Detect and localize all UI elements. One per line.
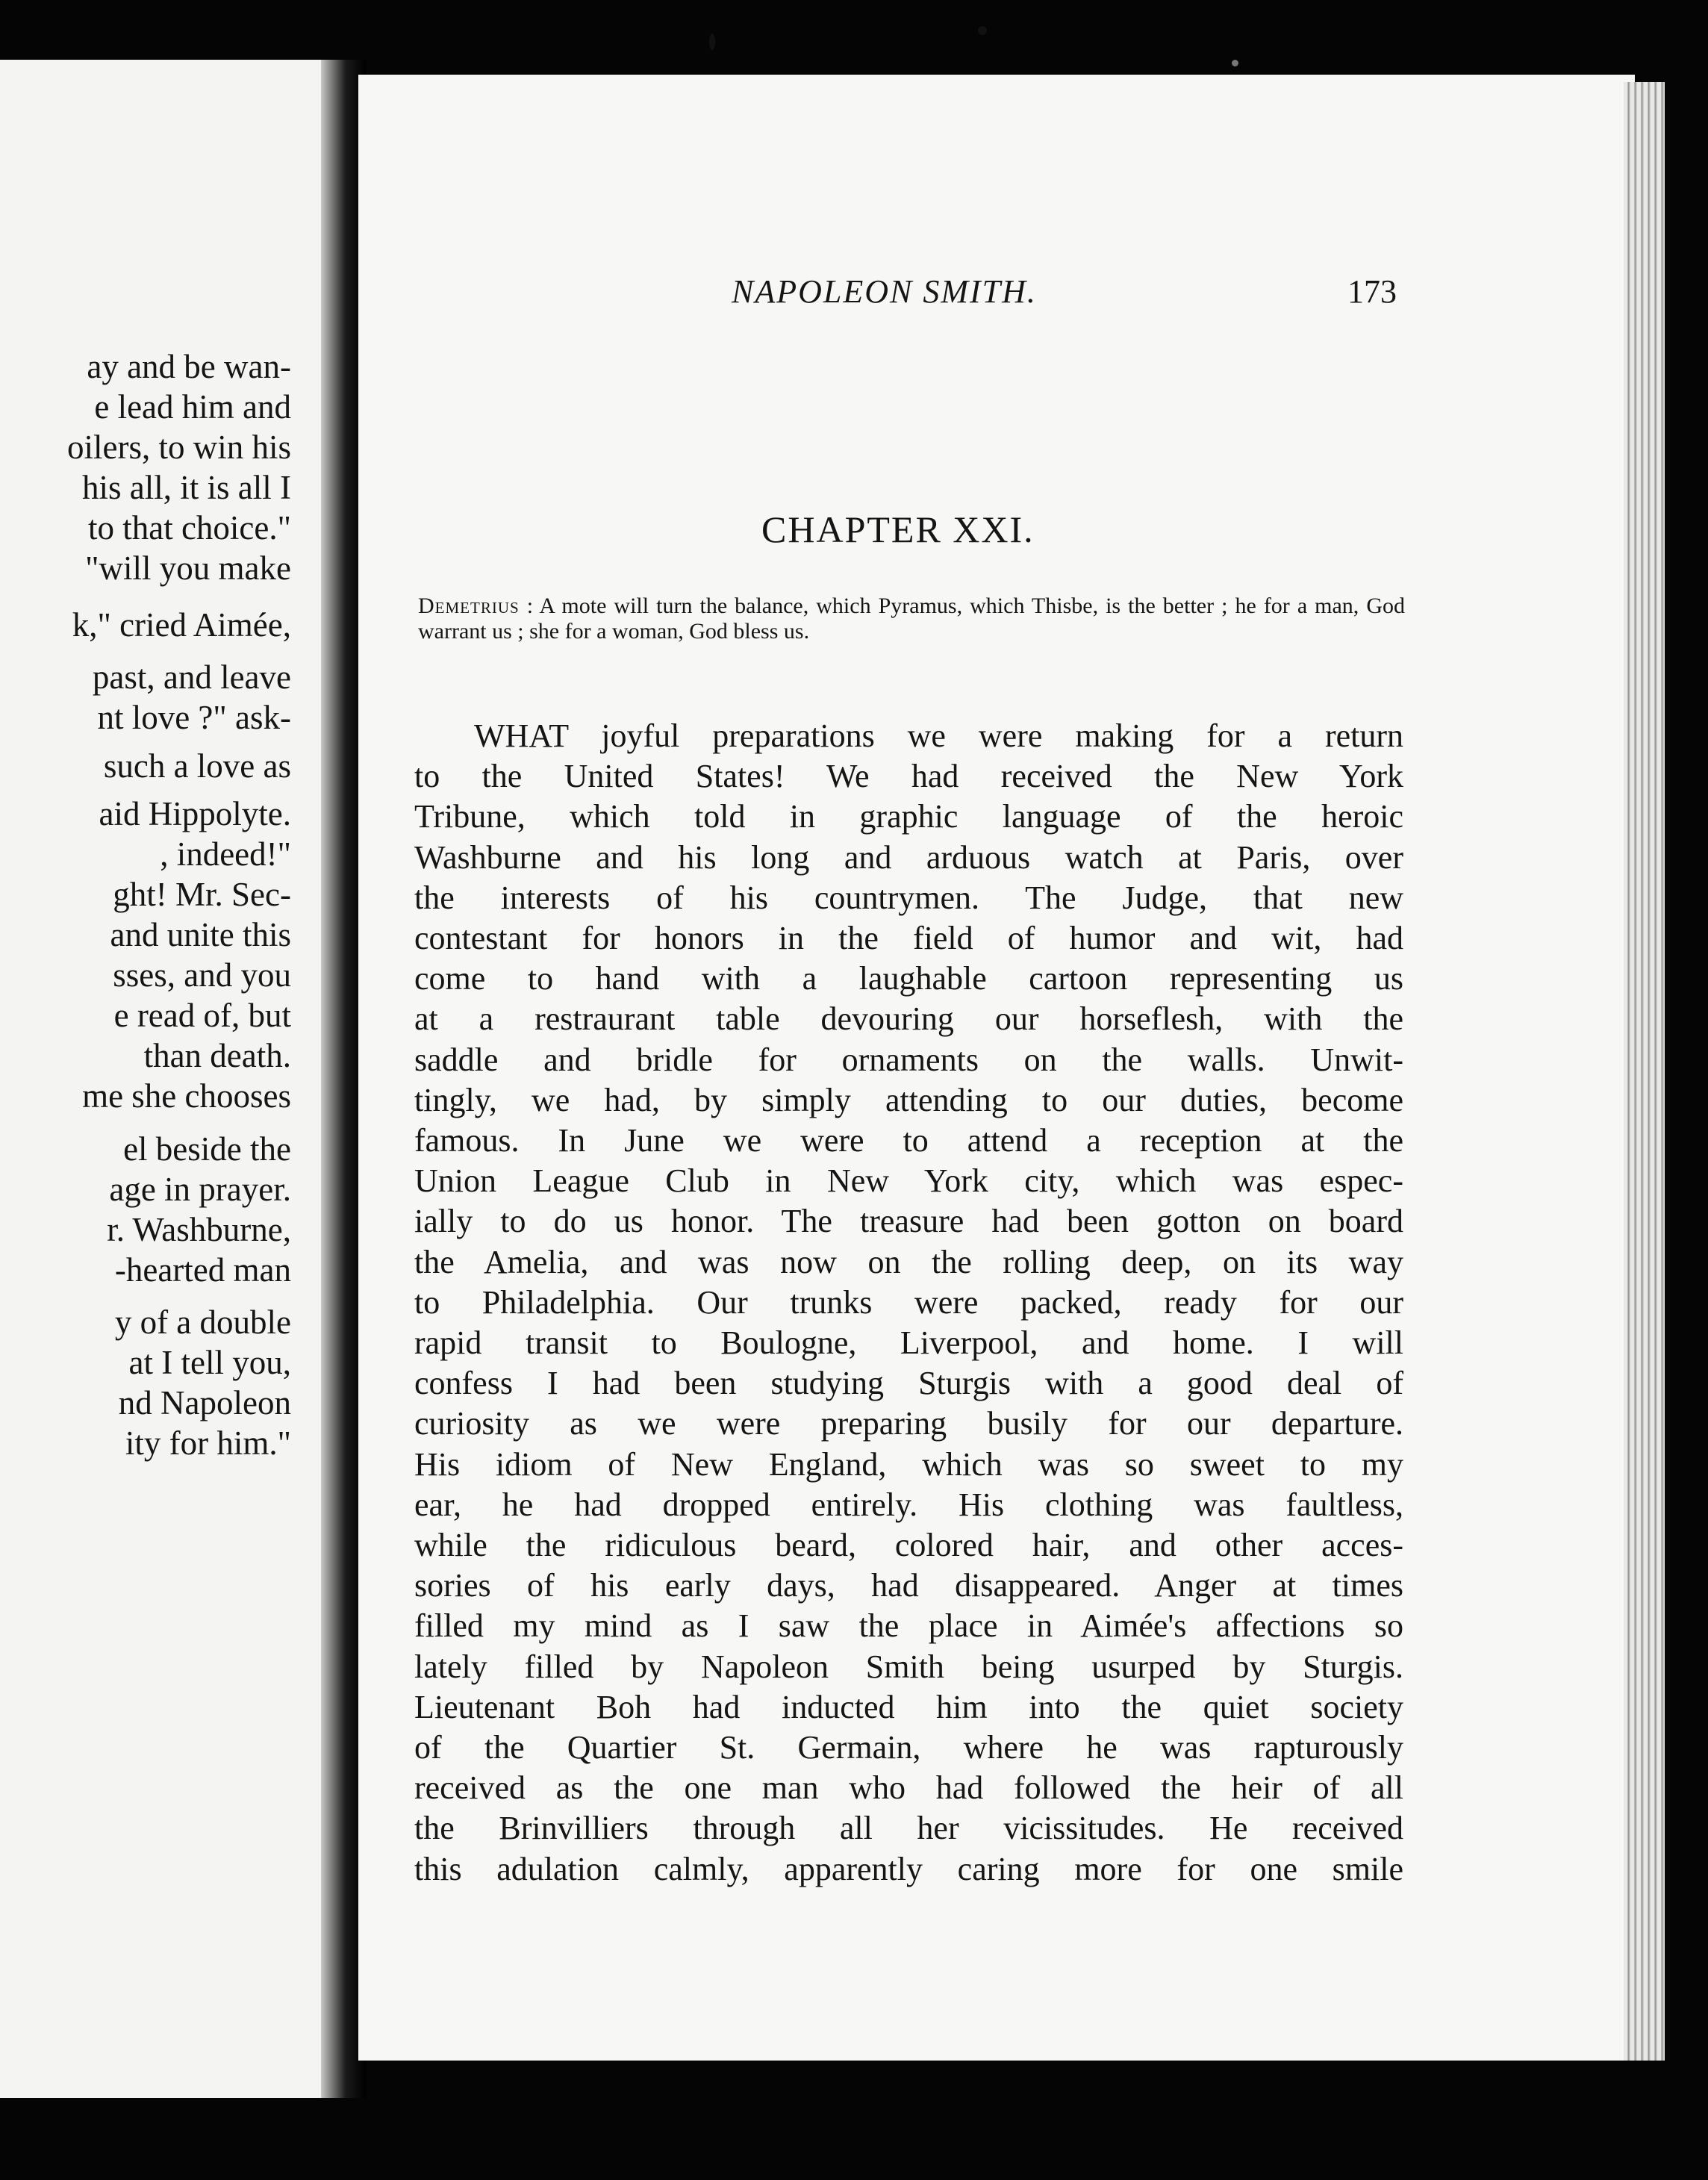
left-page-line: e lead him and <box>94 388 291 426</box>
left-page-line: me she chooses <box>82 1077 291 1115</box>
body-line: filled my mind as I saw the place in Aimée's affections so <box>414 1607 1403 1645</box>
body-line: the Brinvilliers through all her vicissitudes. He received <box>414 1810 1403 1847</box>
body-line: to Philadelphia. Our trunks were packed, ready for our <box>414 1283 1403 1321</box>
body-line: contestant for honors in the field of humor and wit, had <box>414 920 1403 956</box>
left-page-line: oilers, to win his <box>67 429 291 466</box>
left-page-line: nt love ?" ask- <box>97 698 291 736</box>
body-line: saddle and bridle for ornaments on the walls. Unwit- <box>414 1041 1403 1078</box>
chapter-title: CHAPTER XXI. <box>761 508 1035 550</box>
epigraph-text: : A mote will turn the balance, which Pyramus, which Thisbe, is the better ; he for a man, God warrant us ; she for a woman, God bless us. <box>418 594 1405 644</box>
body-line: the Amelia, and was now on the rolling deep, on its way <box>414 1243 1403 1280</box>
running-head: NAPOLEON SMITH. <box>732 273 1037 310</box>
body-line: curiosity as we were preparing busily for our departure. <box>414 1405 1403 1442</box>
body-line: famous. In June we were to attend a reception at the <box>414 1122 1403 1159</box>
body-line: this adulation calmly, apparently caring more for one smile <box>414 1850 1403 1887</box>
body-line: of the Quartier St. Germain, where he was rapturously <box>414 1729 1403 1766</box>
left-page-line: at I tell you, <box>128 1343 291 1381</box>
body-line: to the United States! We had received the New York <box>414 758 1403 795</box>
body-line: sories of his early days, had disappeared. Anger at times <box>414 1567 1403 1604</box>
left-page-line: el beside the <box>123 1130 291 1168</box>
left-page-line: y of a double <box>114 1303 291 1341</box>
left-page-line: to that choice." <box>87 509 291 546</box>
left-page-line: "will you make <box>85 549 291 587</box>
left-page-line: past, and leave <box>92 658 291 696</box>
left-page-line: such a love as <box>103 747 291 785</box>
left-page-line: sses, and you <box>113 956 291 994</box>
left-page-line: k," cried Aimée, <box>72 605 291 644</box>
left-page-line: -hearted man <box>114 1251 291 1289</box>
page-edges <box>1624 82 1665 2061</box>
body-line: rapid transit to Boulogne, Liverpool, and home. I will <box>414 1324 1403 1361</box>
left-page-line: , indeed!" <box>160 835 291 873</box>
body-line: come to hand with a laughable cartoon representing us <box>414 960 1403 997</box>
left-page-line: and unite this <box>110 916 291 954</box>
left-page-line: ght! Mr. Sec- <box>113 876 291 914</box>
body-line: the interests of his countrymen. The Judge, that new <box>414 879 1403 916</box>
left-page-line: e read of, but <box>113 997 291 1035</box>
body-line: Lieutenant Boh had inducted him into the quiet society <box>414 1688 1403 1725</box>
body-line: while the ridiculous beard, colored hair, and other acces- <box>414 1527 1403 1563</box>
body-line: ially to do us honor. The treasure had been gotton on board <box>414 1203 1403 1240</box>
body-line: ear, he had dropped entirely. His clothing was faultless, <box>414 1486 1403 1523</box>
left-page-line: than death. <box>143 1037 291 1075</box>
body-line: Tribune, which told in graphic language of the heroic <box>414 798 1403 835</box>
body-line: tingly, we had, by simply attending to our duties, become <box>414 1081 1403 1118</box>
left-page-line: nd Napoleon <box>118 1383 291 1421</box>
left-page-line: ay and be wan- <box>87 348 291 385</box>
scan-speck <box>1232 60 1238 66</box>
page-number: 173 <box>1347 273 1397 310</box>
body-line: Washburne and his long and arduous watch at Paris, over <box>414 838 1403 876</box>
scan-speck <box>709 34 715 50</box>
left-page <box>0 60 340 2098</box>
body-line: Union League Club in New York city, which was espec- <box>414 1162 1403 1200</box>
epigraph-speaker: Demetrius <box>418 594 520 618</box>
body-line: confess I had been studying Sturgis with a good deal of <box>414 1365 1403 1402</box>
left-page-line: his all, it is all I <box>82 469 291 506</box>
body-line: His idiom of New England, which was so sweet to my <box>414 1445 1403 1483</box>
body-line: at a restraurant table devouring our horseflesh, with the <box>414 1000 1403 1038</box>
left-page-line: ity for him." <box>125 1424 291 1462</box>
left-page-line: r. Washburne, <box>107 1210 291 1248</box>
body-line: received as the one man who had followed the heir of all <box>414 1769 1403 1807</box>
left-page-line: aid Hippolyte. <box>99 795 291 833</box>
body-line: WHAT joyful preparations we were making for a return <box>474 717 1403 754</box>
left-page-line: age in prayer. <box>109 1170 291 1208</box>
body-line: lately filled by Napoleon Smith being usurped by Sturgis. <box>414 1648 1403 1685</box>
epigraph <box>418 594 1405 644</box>
scan-speck <box>978 26 987 35</box>
